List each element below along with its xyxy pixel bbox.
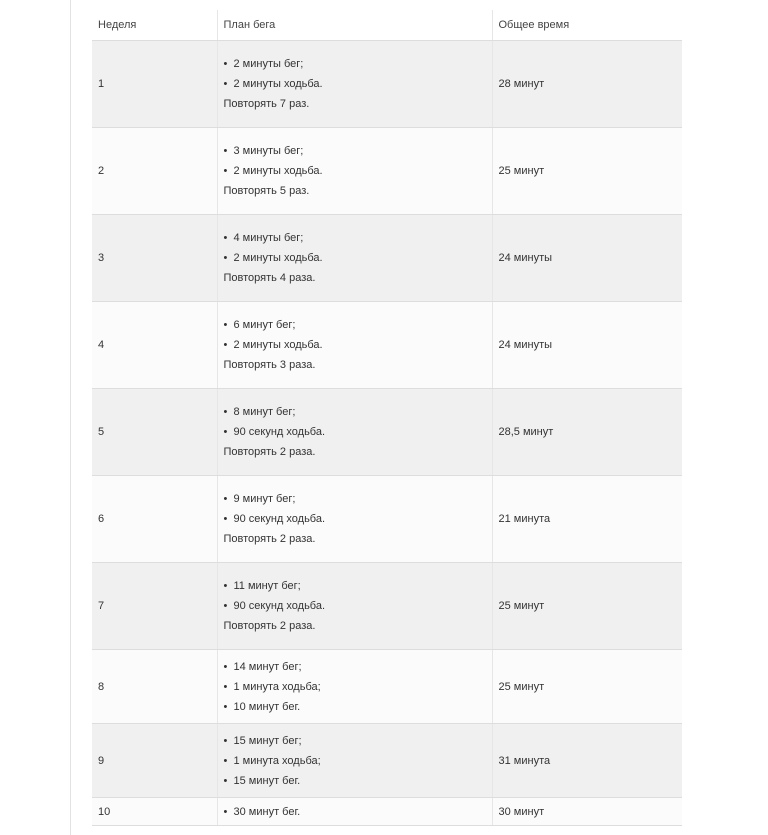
plan-cell <box>217 128 492 215</box>
total-time-cell: 21 минута <box>492 476 682 563</box>
plan-item <box>224 228 486 248</box>
bullet-icon: • <box>223 805 228 818</box>
plan-item <box>224 54 486 74</box>
plan-cell <box>217 302 492 389</box>
plan-item-text: 1 минута ходьба; <box>233 754 321 767</box>
plan-item <box>224 771 486 791</box>
page-border <box>70 0 71 835</box>
bullet-icon: • <box>223 774 228 787</box>
bullet-icon: • <box>223 426 228 438</box>
bullet-icon: • <box>223 165 228 177</box>
plan-item <box>224 402 486 422</box>
plan-item <box>224 248 486 268</box>
total-time-cell: 30 минут <box>492 798 682 826</box>
table-row <box>92 128 682 215</box>
repeat-note: Повторять 5 раз. <box>223 185 310 197</box>
plan-item-text: 14 минут бег; <box>233 660 302 673</box>
plan-item <box>224 657 486 677</box>
plan-item <box>224 335 486 355</box>
total-time-cell: 28,5 минут <box>492 389 682 476</box>
plan-item <box>224 677 486 697</box>
plan-item-text: 2 минуты ходьба. <box>233 78 323 90</box>
bullet-icon: • <box>223 580 228 592</box>
plan-item <box>224 576 486 596</box>
week-cell: 9 <box>92 724 217 798</box>
bullet-icon: • <box>223 493 228 505</box>
plan-item-text: 11 минут бег; <box>233 580 301 592</box>
plan-item <box>224 802 486 822</box>
plan-item-text: 3 минуты бег; <box>233 145 304 157</box>
total-time-cell: 25 минут <box>492 650 682 724</box>
plan-item <box>224 697 486 717</box>
plan-cell <box>217 41 492 128</box>
plan-item <box>224 731 486 751</box>
bullet-icon: • <box>223 680 228 693</box>
week-cell: 7 <box>92 563 217 650</box>
plan-item <box>224 74 486 94</box>
bullet-icon: • <box>223 600 228 612</box>
plan-item <box>224 141 486 161</box>
week-cell: 5 <box>92 389 217 476</box>
plan-cell <box>217 650 492 724</box>
plan-cell <box>217 563 492 650</box>
table-row <box>92 215 682 302</box>
bullet-icon: • <box>223 58 228 70</box>
repeat-note: Повторять 2 раза. <box>223 446 316 458</box>
plan-item <box>224 161 486 181</box>
plan-item <box>224 422 486 442</box>
table-header-row <box>92 10 682 41</box>
bullet-icon: • <box>223 734 228 747</box>
plan-item <box>224 489 486 509</box>
bullet-icon: • <box>223 78 228 90</box>
total-time-cell: 28 минут <box>492 41 682 128</box>
repeat-note: Повторять 2 раза. <box>223 620 316 632</box>
plan-item-text: 15 минут бег; <box>233 734 302 747</box>
plan-cell <box>217 215 492 302</box>
bullet-icon: • <box>223 339 228 351</box>
plan-item-text: 30 минут бег. <box>233 805 301 818</box>
week-cell: 10 <box>92 798 217 826</box>
plan-item-text: 90 секунд ходьба. <box>233 426 326 438</box>
table-row <box>92 798 682 826</box>
table-row <box>92 563 682 650</box>
running-plan-table <box>92 10 682 826</box>
plan-item-text: 8 минут бег; <box>233 406 296 418</box>
bullet-icon: • <box>223 700 228 713</box>
plan-item-text: 10 минут бег. <box>233 700 301 713</box>
plan-item <box>224 315 486 335</box>
bullet-icon: • <box>223 232 228 244</box>
total-time-cell: 25 минут <box>492 128 682 215</box>
plan-item <box>224 751 486 771</box>
week-cell: 6 <box>92 476 217 563</box>
plan-item <box>224 509 486 529</box>
table-row <box>92 724 682 798</box>
table-row <box>92 302 682 389</box>
plan-item-text: 15 минут бег. <box>233 774 301 787</box>
table-row <box>92 389 682 476</box>
week-cell: 3 <box>92 215 217 302</box>
bullet-icon: • <box>223 660 228 673</box>
total-time-cell: 25 минут <box>492 563 682 650</box>
bullet-icon: • <box>223 145 228 157</box>
table-row <box>92 476 682 563</box>
plan-cell <box>217 476 492 563</box>
plan-item-text: 90 секунд ходьба. <box>233 513 326 525</box>
total-time-cell: 24 минуты <box>492 215 682 302</box>
plan-item-text: 1 минута ходьба; <box>233 680 321 693</box>
week-cell: 1 <box>92 41 217 128</box>
plan-item-text: 90 секунд ходьба. <box>233 600 326 612</box>
header-plan: План бега <box>217 10 492 41</box>
repeat-note: Повторять 2 раза. <box>223 533 316 545</box>
bullet-icon: • <box>223 406 228 418</box>
plan-cell <box>217 389 492 476</box>
plan-cell <box>217 724 492 798</box>
header-week: Неделя <box>92 10 217 41</box>
table-row <box>92 650 682 724</box>
plan-item-text: 2 минуты ходьба. <box>233 339 323 351</box>
week-cell: 8 <box>92 650 217 724</box>
plan-item-text: 2 минуты ходьба. <box>233 165 323 177</box>
repeat-note: Повторять 7 раз. <box>223 98 310 110</box>
week-cell: 2 <box>92 128 217 215</box>
plan-item-text: 9 минут бег; <box>233 493 296 505</box>
running-plan-table-container <box>92 10 682 826</box>
plan-item-text: 6 минут бег; <box>233 319 296 331</box>
plan-cell <box>217 798 492 826</box>
bullet-icon: • <box>223 513 228 525</box>
plan-item-text: 2 минуты бег; <box>233 58 304 70</box>
plan-item-text: 4 минуты бег; <box>233 232 304 244</box>
bullet-icon: • <box>223 319 228 331</box>
bullet-icon: • <box>223 754 228 767</box>
total-time-cell: 31 минута <box>492 724 682 798</box>
plan-item <box>224 596 486 616</box>
repeat-note: Повторять 4 раза. <box>223 272 316 284</box>
table-body <box>92 41 682 826</box>
week-cell: 4 <box>92 302 217 389</box>
total-time-cell: 24 минуты <box>492 302 682 389</box>
table-row <box>92 41 682 128</box>
header-total: Общее время <box>492 10 682 41</box>
plan-item-text: 2 минуты ходьба. <box>233 252 323 264</box>
repeat-note: Повторять 3 раза. <box>223 359 316 371</box>
bullet-icon: • <box>223 252 228 264</box>
